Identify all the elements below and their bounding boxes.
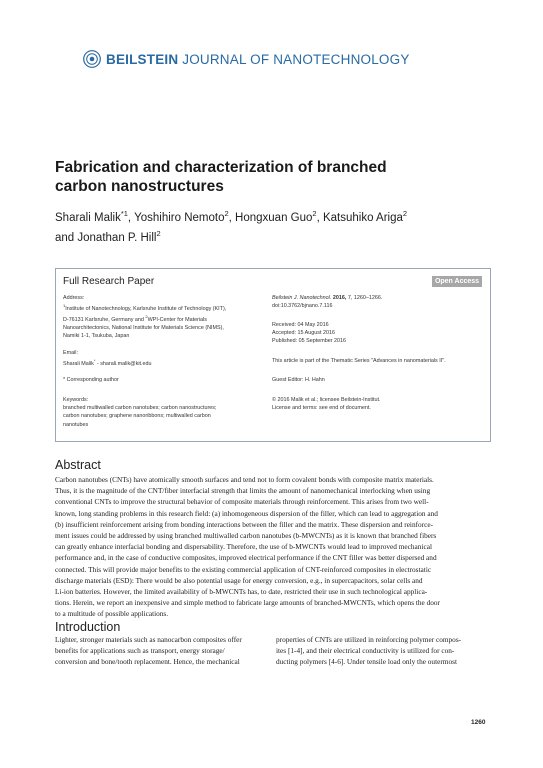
license-section: [272, 396, 482, 412]
introduction-left-column: [55, 634, 268, 668]
citation-year: 2016,: [331, 295, 347, 301]
abstract-line: conventional CNTs to improve the structural behavior of composite materials through reinforcement. This arises from two well-: [55, 497, 429, 507]
abstract-line: (b) insufficient reinforcement arising from bonding interactions between the filler and the matrix. These dispersion and reinforce-: [55, 519, 434, 529]
address-label: Address:: [63, 295, 85, 301]
author-separator: ,: [127, 211, 135, 224]
keywords-line: nanotubes: [63, 421, 89, 428]
journal-name-bold: BEILSTEIN: [106, 52, 179, 67]
citation-journal: Beilstein J. Nanotechnol.: [272, 295, 332, 301]
author-separator: ,: [316, 211, 323, 224]
introduction-heading: Introduction: [55, 620, 121, 634]
license-line: License and terms: see end of document.: [272, 405, 371, 412]
introduction-right-column: [276, 634, 489, 668]
copyright-line: © 2016 Malik et al.; licensee Beilstein-Institut.: [272, 397, 381, 403]
abstract-line: to a multitude of possible applications.: [55, 609, 169, 619]
journal-name: [106, 52, 410, 67]
author-name: Sharali Malik: [55, 211, 121, 224]
received-date: Received: 04 May 2016: [272, 322, 329, 328]
keywords-label: Keywords:: [63, 397, 89, 403]
thematic-series[interactable]: This article is part of the Thematic Series "Advances in nanomaterials II".: [272, 358, 446, 364]
author-name: Hongxuan Guo: [235, 211, 313, 224]
beilstein-logo-icon: [83, 50, 101, 68]
author-affiliation: 2: [156, 228, 161, 238]
introduction-line: benefits for applications such as transport, energy storage/: [55, 646, 225, 656]
article-title: [55, 158, 395, 196]
guest-editor: Guest Editor: H. Hahn: [272, 377, 325, 383]
abstract-line: performance and, in the case of conductive composites, improved electrical performance if the CNT filler was better dispersed and: [55, 553, 437, 563]
introduction-line: Lighter, stronger materials such as nanocarbon composites offer: [55, 635, 242, 644]
author-name: Jonathan P. Hill: [77, 231, 157, 244]
address-line: Namiki 1-1, Tsukuba, Japan: [63, 333, 130, 340]
introduction-line: conversion and bone/tooth replacement. Hence, the mechanical: [55, 657, 240, 667]
authors-line-1: [55, 206, 475, 226]
authors-and: and: [55, 231, 78, 244]
abstract-line: Li-ion batteries. However, the limited availability of b-MWCNTs has, to date, restricted their use in such technological applica-: [55, 587, 428, 597]
address-line: [63, 313, 268, 324]
title-line-2: carbon nanostructures: [55, 178, 224, 195]
abstract-line: known, long standing problems in this research field: (a) inhomogeneous dispersion of the filler, which can lead to aggregation and: [55, 508, 438, 518]
citation-pages: 7, 1260–1266.: [346, 295, 383, 301]
address-text: Institute of Nanotechnology, Karlsruhe Institute of Technology (KIT),: [65, 306, 227, 312]
introduction-line: ducting polymers [4-6]. Under tensile load only the outermost: [276, 657, 457, 667]
author-affiliation: 2: [402, 209, 408, 218]
citation-section: [272, 294, 482, 310]
introduction-line: properties of CNTs are utilized in reinforcing polymer compos-: [276, 635, 462, 644]
author-name: Yoshihiro Nemoto: [134, 211, 225, 224]
email-label: Email:: [63, 350, 78, 356]
author-separator: ,: [228, 211, 236, 224]
author-name: Katsuhiko Ariga: [322, 211, 403, 224]
accepted-date: Accepted: 15 August 2016: [272, 330, 335, 337]
email-address[interactable]: - sharali.malik@kit.edu: [95, 361, 152, 367]
address-line: [63, 302, 268, 313]
author-list: [55, 206, 475, 246]
corresponding-author-note: * Corresponding author: [63, 377, 119, 383]
corresponding-marker: *: [93, 358, 96, 364]
email-line: [63, 357, 268, 368]
author-affiliation: 2: [224, 209, 229, 218]
abstract-line: ment issues could be addressed by using branched multiwalled carbon nanotubes (b-MWCNTs) as it is known that branched fibers: [55, 531, 437, 541]
abstract-body: [55, 474, 489, 620]
email-name: Sharali Malik: [63, 361, 94, 367]
abstract-line: connected. This will provide major benefits to the existing commercial application of CNT-reinforced composites in electrostatic: [55, 564, 432, 574]
abstract-line: Thus, it is the magnitude of the CNT/fiber interfacial strength that limits the amount of nanomechanical interlocking when using: [55, 486, 431, 496]
authors-line-2: [55, 226, 475, 246]
dates-section: [272, 321, 482, 346]
introduction-line: ites [1-4], and their electrical conductivity is utilized for con-: [276, 646, 455, 656]
doi-link[interactable]: doi:10.3762/bjnano.7.116: [272, 303, 333, 310]
address-line: Nanoarchitectonics, National Institute for Materials Science (NIMS),: [63, 325, 224, 332]
abstract-line: Carbon nanotubes (CNTs) have atomically smooth surfaces and tend not to form covalent bonds with composite matrix materials.: [55, 475, 434, 484]
published-date: Published: 05 September 2016: [272, 338, 347, 345]
author-affiliation: 2: [312, 209, 317, 218]
affiliation-marker: 2: [145, 314, 148, 320]
keywords-line: branched multiwalled carbon nanotubes; carbon nanostructures;: [63, 405, 217, 412]
affiliation-marker: 1: [63, 303, 66, 309]
keywords-line: carbon nanotubes; graphene nanoribbons; multiwalled carbon: [63, 413, 211, 420]
page-number: 1260: [471, 719, 486, 726]
address-text: D-76131 Karlsruhe, Germany and: [63, 317, 146, 323]
email-section: [63, 349, 268, 368]
abstract-line: tions. Herein, we report an inexpensive and simple method to fabricate large amounts of branched-MWCNTs, which opens the door: [55, 598, 440, 608]
open-access-badge: Open Access: [432, 276, 482, 287]
abstract-line: discharge materials (ESD): There would be also potential usage for energy conversion, e.g., in supercapacitors, solar cells and: [55, 575, 423, 585]
address-section: [63, 294, 268, 341]
journal-name-rest: JOURNAL OF NANOTECHNOLOGY: [178, 52, 410, 67]
keywords-section: [63, 396, 268, 429]
abstract-line: can greatly enhance interfacial bonding and dispersability. Therefore, the use of b-MWCNTs would lead to improved mechanical: [55, 542, 432, 552]
author-affiliation: *1: [120, 209, 128, 218]
address-text: WPI-Center for Materials: [147, 317, 207, 323]
citation-line: [272, 294, 482, 302]
abstract-heading: Abstract: [55, 458, 101, 472]
article-type: Full Research Paper: [63, 276, 155, 287]
title-line-1: Fabrication and characterization of branched: [55, 159, 387, 176]
